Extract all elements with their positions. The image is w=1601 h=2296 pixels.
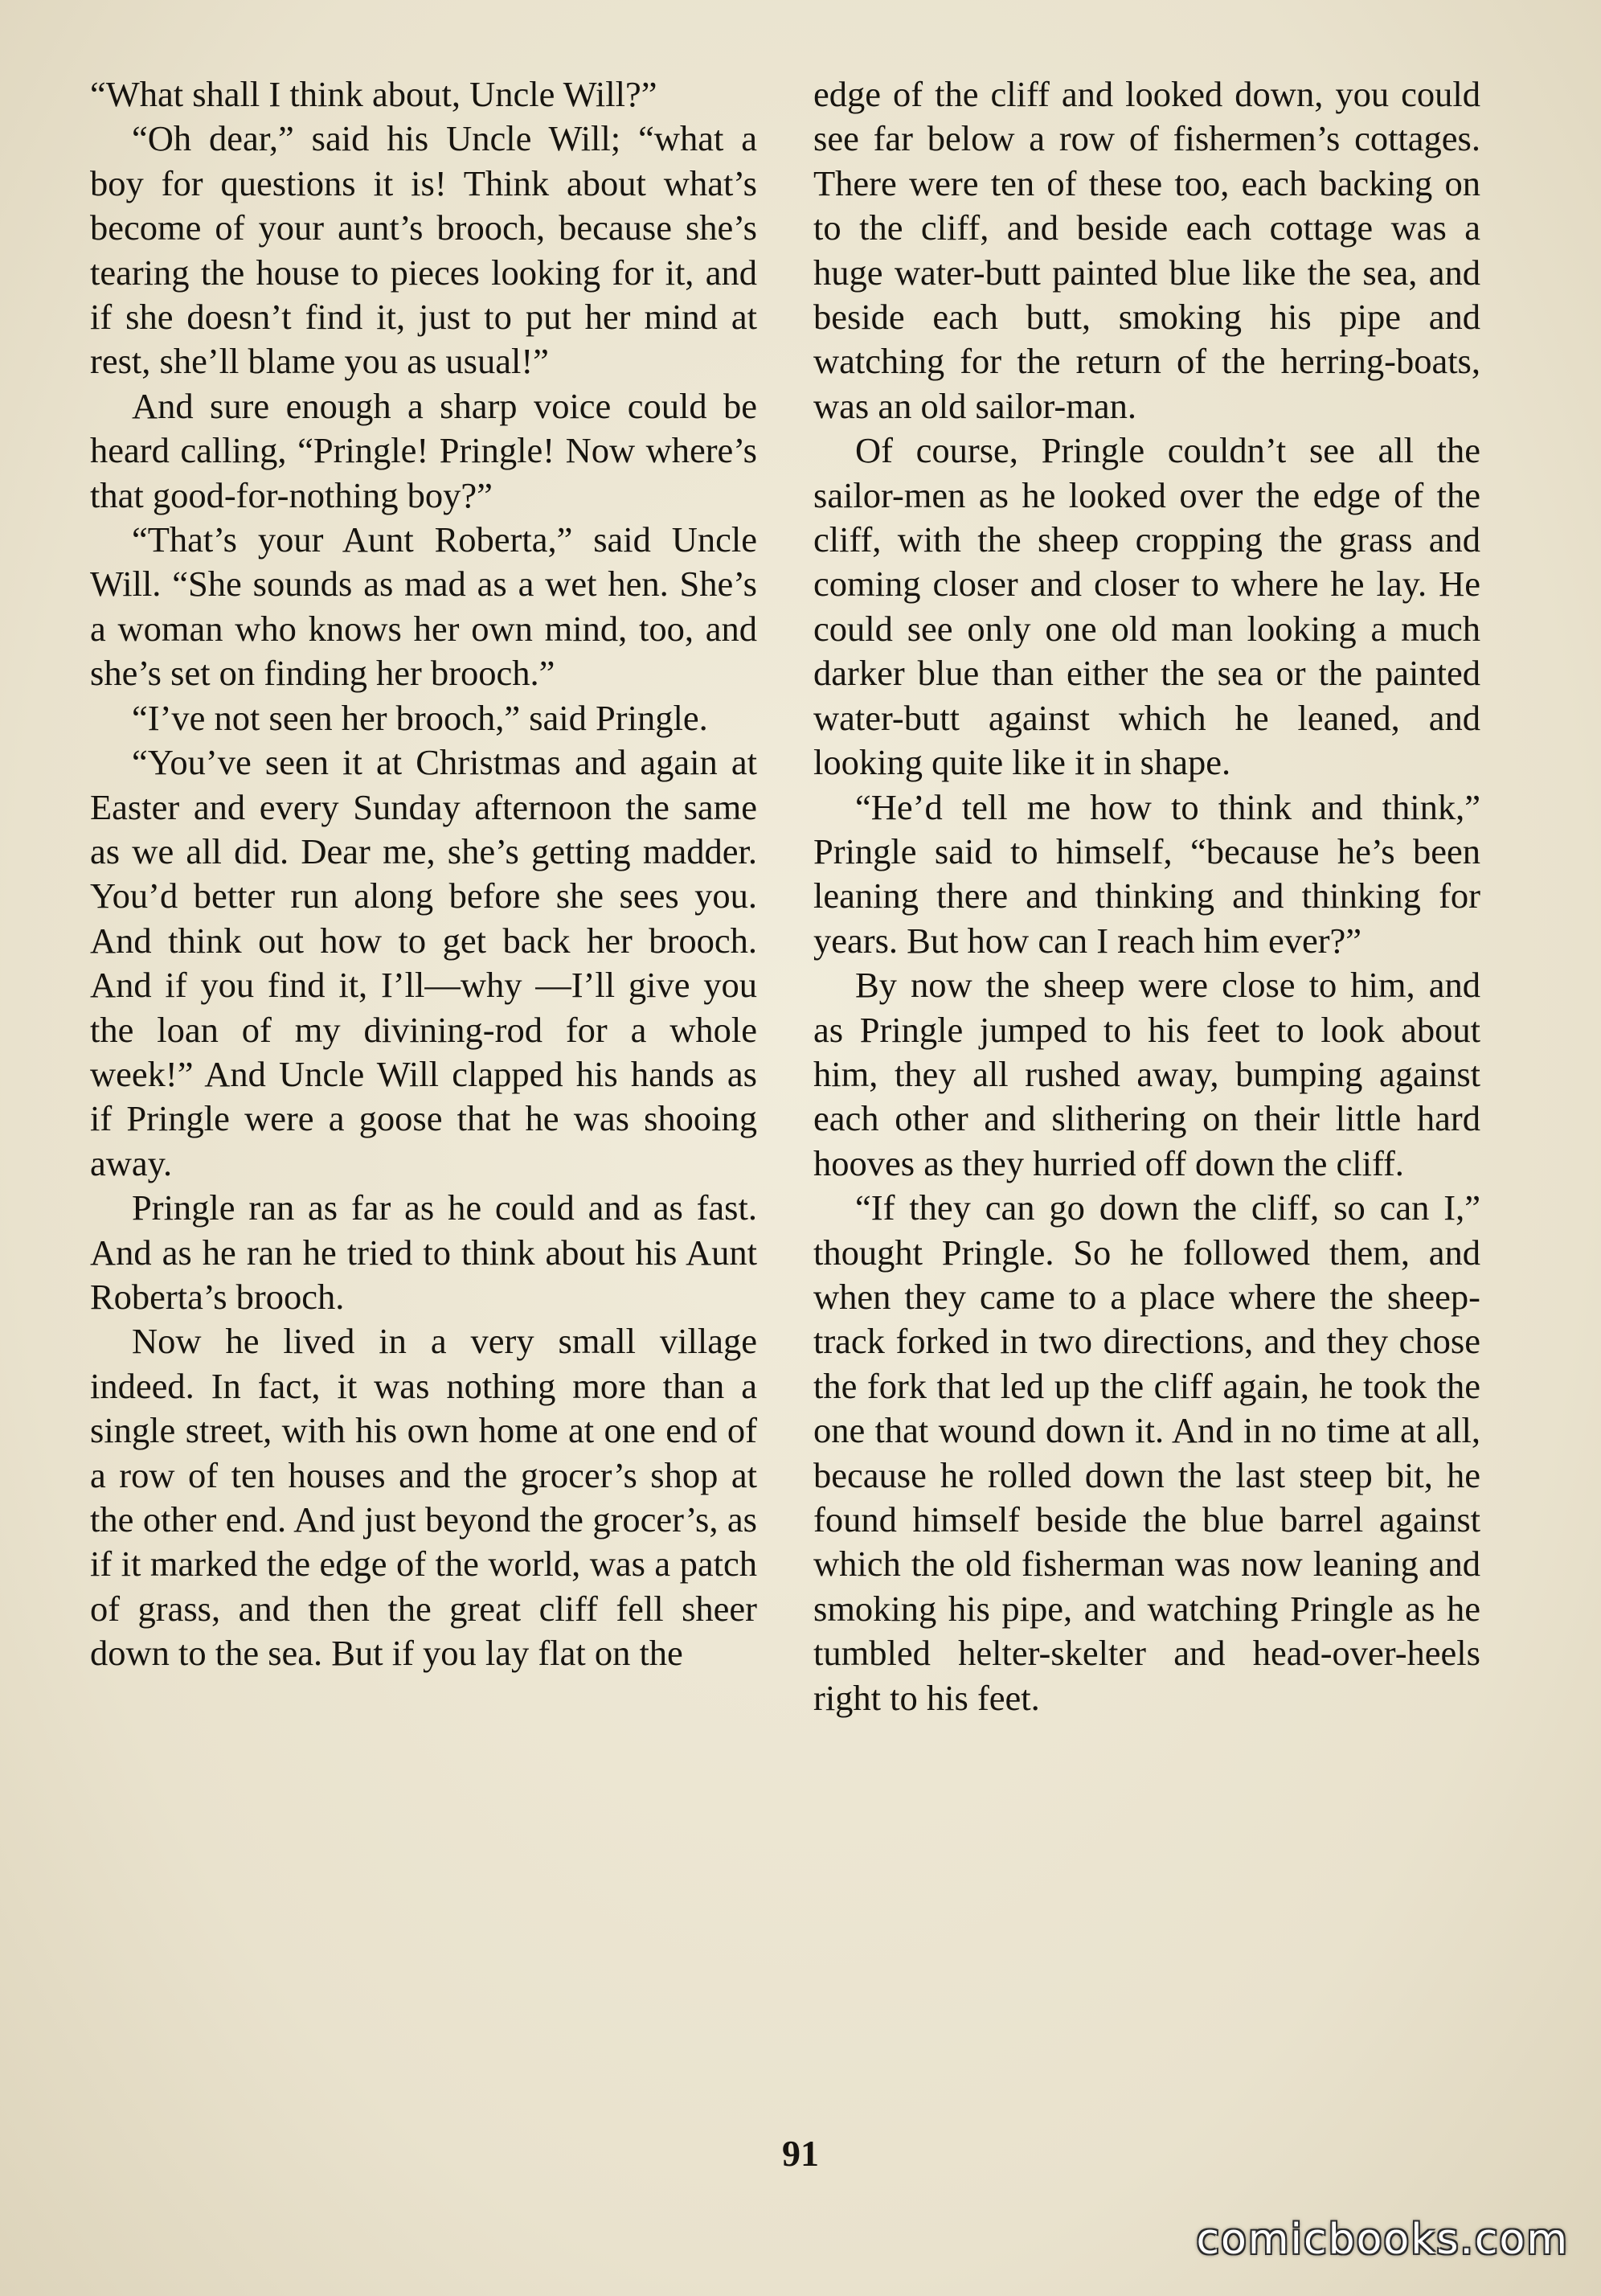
paragraph: By now the sheep were close to him, and as Pringle jumped to his feet to look about him, they all rushed away, bumping against each other and slithering on their little hard hooves as they hurried off down the cliff. <box>813 965 1480 1183</box>
paragraph: Of course, Pringle couldn’t see all the sailor-men as he looked over the edge of the cliff, with the sheep cropping the grass and coming closer and closer to where he lay. He could see only one old man looking a much darker blue than either the sea or the painted water-butt against which he leaned, and looking quite like it in shape. <box>813 430 1480 783</box>
paragraph: “What shall I think about, Uncle Will?” <box>90 74 657 114</box>
left-column <box>90 72 757 1676</box>
paragraph: “If they can go down the cliff, so can I,” thought Pringle. So he followed them, and when they came to a place where the sheep-track forked in two directions, and they chose the fork that led up the cliff again, he took the one that wound down it. And in no time at all, because he rolled down the last steep bit, he found himself beside the blue barrel against which the old fisherman was now leaning and smoking his pipe, and watching Pringle as he tumbled helter-skelter and head-over-heels right to his feet. <box>813 1187 1480 1718</box>
paragraph: “He’d tell me how to think and think,” Pringle said to himself, “because he’s been leaning there and thinking and thinking for years. But how can I reach him ever?” <box>813 786 1480 961</box>
paragraph: “I’ve not seen her brooch,” said Pringle. <box>132 697 708 738</box>
paragraph: “You’ve seen it at Christmas and again at Easter and every Sunday afternoon the same as we all did. Dear me, she’s getting madder. You’d better run along before she sees you. And think out how to get back her brooch. And if you find it, I’ll—why —I’ll give you the loan of my divining-rod for a whole week!” And Uncle Will clapped his hands as if Pringle were a goose that he was shooing away. <box>90 742 757 1183</box>
paragraph: And sure enough a sharp voice could be heard calling, “Pringle! Pringle! Now where’s that good-for-nothing boy?” <box>90 385 757 515</box>
paragraph: “That’s your Aunt Roberta,” said Uncle Will. “She sounds as mad as a wet hen. She’s a woman who knows her own mind, too, and she’s set on finding her brooch.” <box>90 519 757 694</box>
paragraph: Now he lived in a very small village indeed. In fact, it was nothing more than a single street, with his own home at one end of a row of ten houses and the grocer’s shop at the other end. And just beyond the grocer’s, as if it marked the edge of the world, was a patch of grass, and then the great cliff fell sheer down to the sea. But if you lay flat on the <box>90 1321 757 1674</box>
paragraph: Pringle ran as far as he could and as fast. And as he ran he tried to think about his Aunt Roberta’s brooch. <box>90 1187 757 1317</box>
paragraph: edge of the cliff and looked down, you could see far below a row of fishermen’s cottages. There were ten of these too, each backing on to the cliff, and beside each cottage was a huge water-butt painted blue like the sea, and beside each butt, smoking his pipe and watching for the return of the herring-boats, was an old sailor-man. <box>813 74 1480 426</box>
watermark: comicbooks.com <box>1196 2216 1569 2264</box>
right-column <box>813 72 1480 1720</box>
paragraph: “Oh dear,” said his Uncle Will; “what a boy for questions it is! Think about what’s become of your aunt’s brooch, because she’s tearing the house to pieces looking for it, and if she doesn’t find it, just to put her mind at rest, she’ll blame you as usual!” <box>90 118 757 382</box>
page-number: 91 <box>782 2133 819 2174</box>
